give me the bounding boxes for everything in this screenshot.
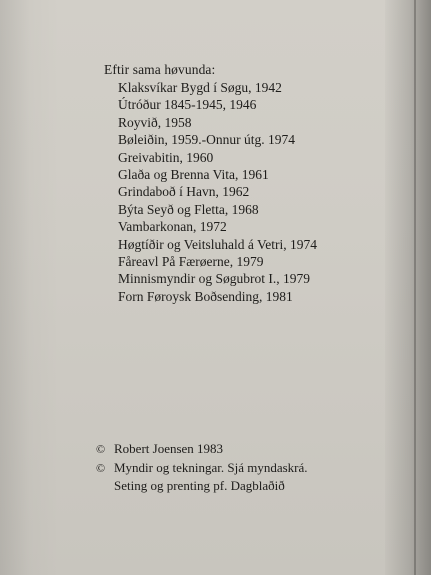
works-list	[118, 79, 317, 305]
page-gutter	[385, 0, 431, 575]
page-heading: Eftir sama høvunda:	[104, 62, 216, 77]
illustrations-credit: Myndir og tekningar. Sjá myndaskrá.	[114, 459, 308, 475]
printer-credit: Seting og prenting pf. Dagblaðið	[114, 478, 285, 493]
copyright-line	[96, 440, 308, 459]
list-item: Greivabitin, 1960	[118, 149, 214, 165]
copyright-icon: ©	[96, 442, 106, 456]
list-item: Bøleiðin, 1959.-Onnur útg. 1974	[118, 132, 295, 148]
list-item: Royvið, 1958	[118, 114, 192, 130]
list-item: Glaða og Brenna Vita, 1961	[118, 167, 269, 183]
binding-edge	[414, 0, 416, 575]
list-item: Forn Føroysk Boðsending, 1981	[118, 288, 293, 304]
list-item: Grindaboð í Havn, 1962	[118, 184, 250, 200]
list-item: Fåreavl På Færøerne, 1979	[118, 254, 264, 270]
list-item: Vambarkonan, 1972	[118, 219, 227, 235]
copyright-holder: Robert Joensen 1983	[114, 441, 224, 456]
copyright-icon: ©	[96, 460, 106, 475]
copyright-line	[96, 459, 308, 478]
list-item: Minnismyndir og Søgubrot I., 1979	[118, 271, 311, 287]
list-item: Útróður 1845-1945, 1946	[118, 97, 257, 113]
list-item: Klaksvíkar Bygd í Søgu, 1942	[118, 80, 282, 95]
list-item: Høgtíðir og Veitsluhald á Vetri, 1974	[118, 236, 317, 252]
list-item: Býta Seyð og Fletta, 1968	[118, 201, 259, 217]
copyright-notice	[96, 440, 308, 495]
